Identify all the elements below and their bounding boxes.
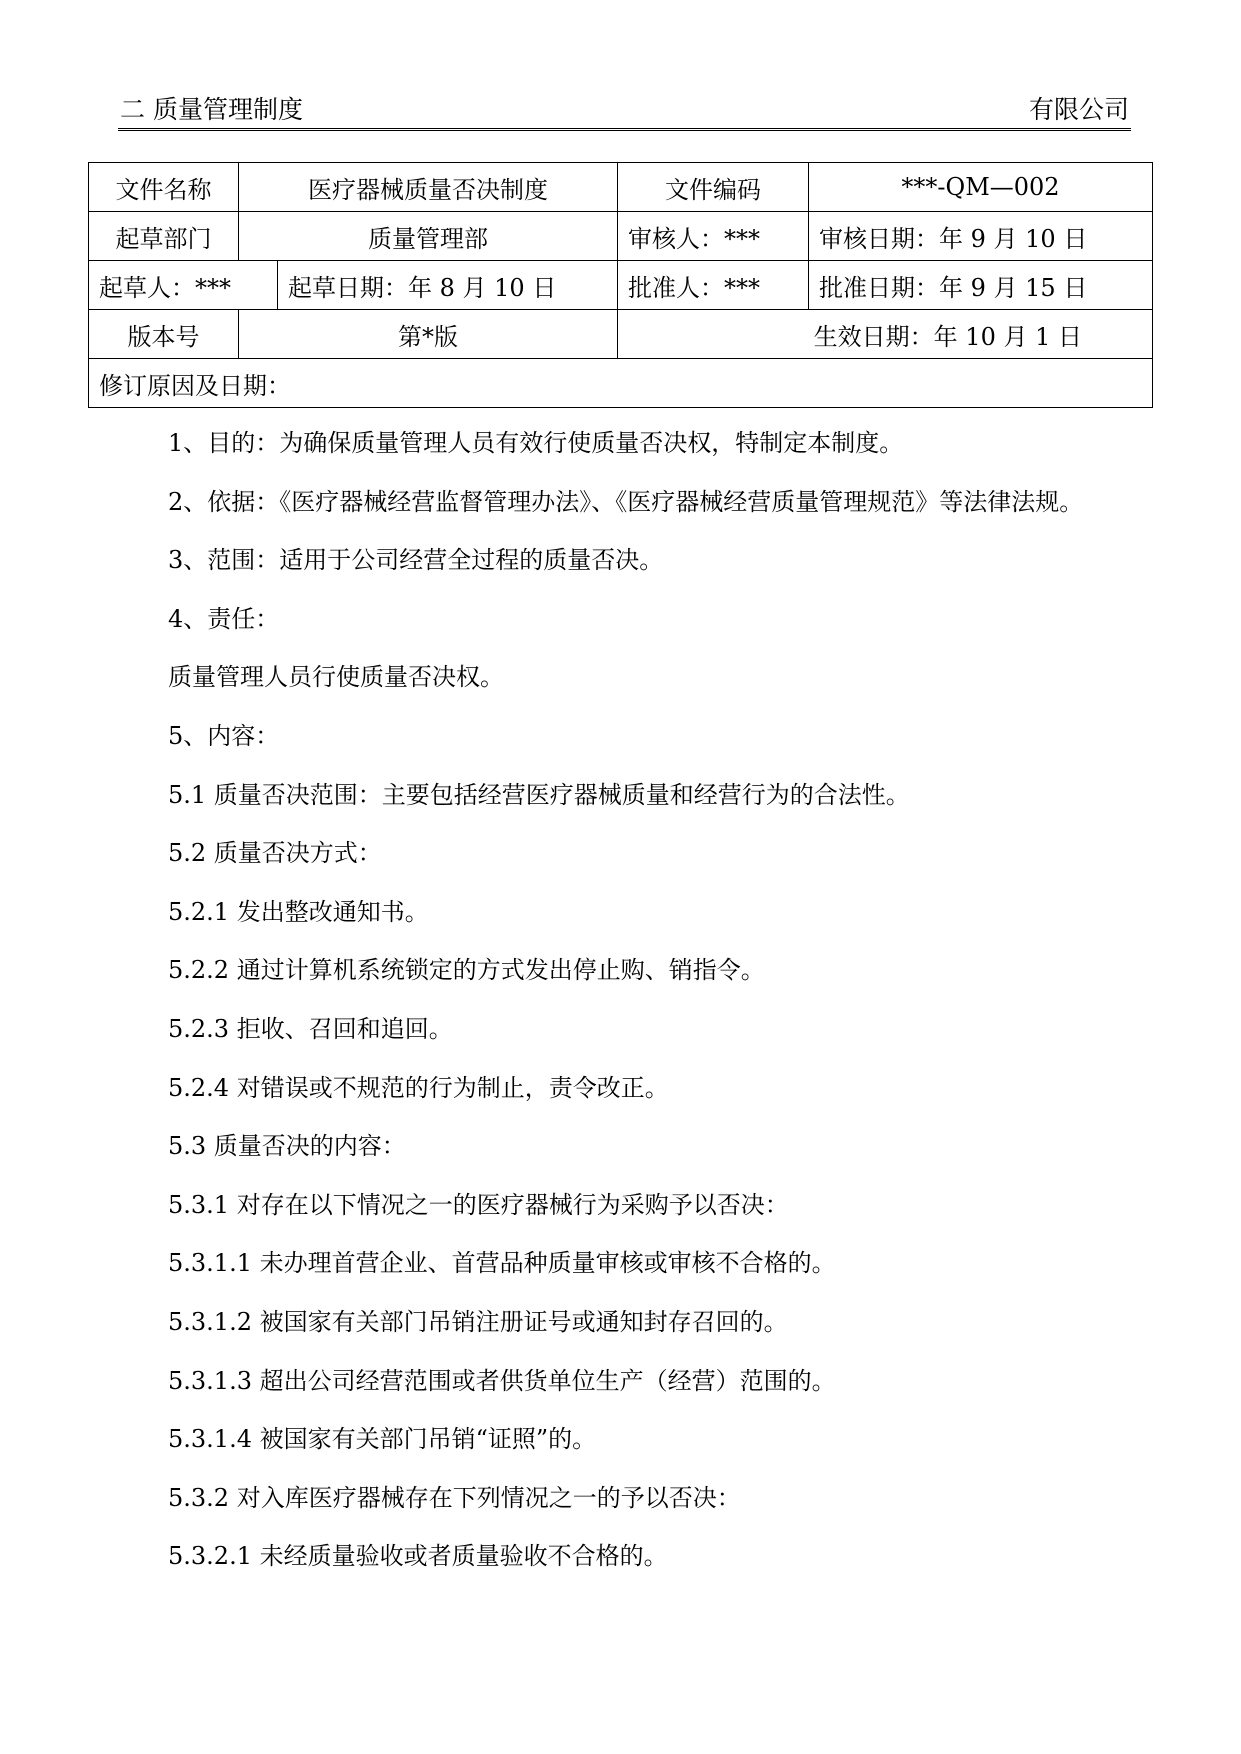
table-row <box>89 163 1153 212</box>
file-name-label: 文件名称 <box>89 163 239 212</box>
paragraph: 1、目的：为确保质量管理人员有效行使质量否决权，特制定本制度。 <box>168 429 904 457</box>
file-name-value: 医疗器械质量否决制度 <box>239 163 618 212</box>
company-name: 有限公司 <box>1028 95 1129 124</box>
draft-dept-label: 起草部门 <box>89 212 239 261</box>
draft-dept-value: 质量管理部 <box>239 212 618 261</box>
paragraph: 5.3.1.3 超出公司经营范围或者供货单位生产（经营）范围的。 <box>168 1366 836 1395</box>
table-row <box>89 261 1153 310</box>
draft-date: 起草日期：年 8 月 10 日 <box>278 261 618 310</box>
version-value: 第*版 <box>239 310 618 359</box>
drafter: 起草人：*** <box>89 261 278 310</box>
paragraph: 5.2.3 拒收、召回和追回。 <box>168 1014 453 1043</box>
approver: 批准人：*** <box>618 261 809 310</box>
document-body <box>168 428 1148 1600</box>
paragraph: 3、范围：适用于公司经营全过程的质量否决。 <box>168 546 664 575</box>
file-code-label: 文件编码 <box>618 163 809 212</box>
paragraph: 5.3.1.4 被国家有关部门吊销“证照”的。 <box>168 1425 597 1454</box>
paragraph: 5.2 质量否决方式： <box>168 839 382 868</box>
approve-date: 批准日期：年 9 月 15 日 <box>809 261 1153 310</box>
paragraph: 5.3.2.1 未经质量验收或者质量验收不合格的。 <box>168 1542 668 1571</box>
effective-date: 生效日期：年 10 月 1 日 <box>618 310 1153 359</box>
section-title: 二 质量管理制度 <box>120 95 303 124</box>
review-date: 审核日期：年 9 月 10 日 <box>809 212 1153 261</box>
table-row <box>89 212 1153 261</box>
file-code-value: ***-QM—002 <box>809 163 1153 212</box>
table-row <box>89 359 1153 408</box>
paragraph: 2、依据：《医疗器械经营监督管理办法》、《医疗器械经营质量管理规范》等法律法规。 <box>168 487 1084 516</box>
paragraph: 5.3.1 对存在以下情况之一的医疗器械行为采购予以否决： <box>168 1190 789 1219</box>
paragraph: 5.1 质量否决范围：主要包括经营医疗器械质量和经营行为的合法性。 <box>168 780 910 809</box>
document-info-table <box>88 162 1153 408</box>
paragraph: 质量管理人员行使质量否决权。 <box>168 663 504 692</box>
table-row <box>89 310 1153 359</box>
paragraph: 5.3.2 对入库医疗器械存在下列情况之一的予以否决： <box>168 1483 741 1512</box>
paragraph: 5.2.2 通过计算机系统锁定的方式发出停止购、销指令。 <box>168 956 765 985</box>
paragraph: 5、内容： <box>168 721 280 750</box>
paragraph: 5.3.1.2 被国家有关部门吊销注册证号或通知封存召回的。 <box>168 1307 788 1336</box>
reviewer: 审核人：*** <box>618 212 809 261</box>
page-header <box>118 88 1131 131</box>
paragraph: 5.2.1 发出整改通知书。 <box>168 897 429 926</box>
revision-label: 修订原因及日期： <box>89 359 1153 408</box>
version-label: 版本号 <box>89 310 239 359</box>
paragraph: 5.2.4 对错误或不规范的行为制止，责令改正。 <box>168 1073 669 1102</box>
paragraph: 5.3.1.1 未办理首营企业、首营品种质量审核或审核不合格的。 <box>168 1249 836 1278</box>
paragraph: 5.3 质量否决的内容： <box>168 1132 406 1161</box>
paragraph: 4、责任： <box>168 604 280 633</box>
